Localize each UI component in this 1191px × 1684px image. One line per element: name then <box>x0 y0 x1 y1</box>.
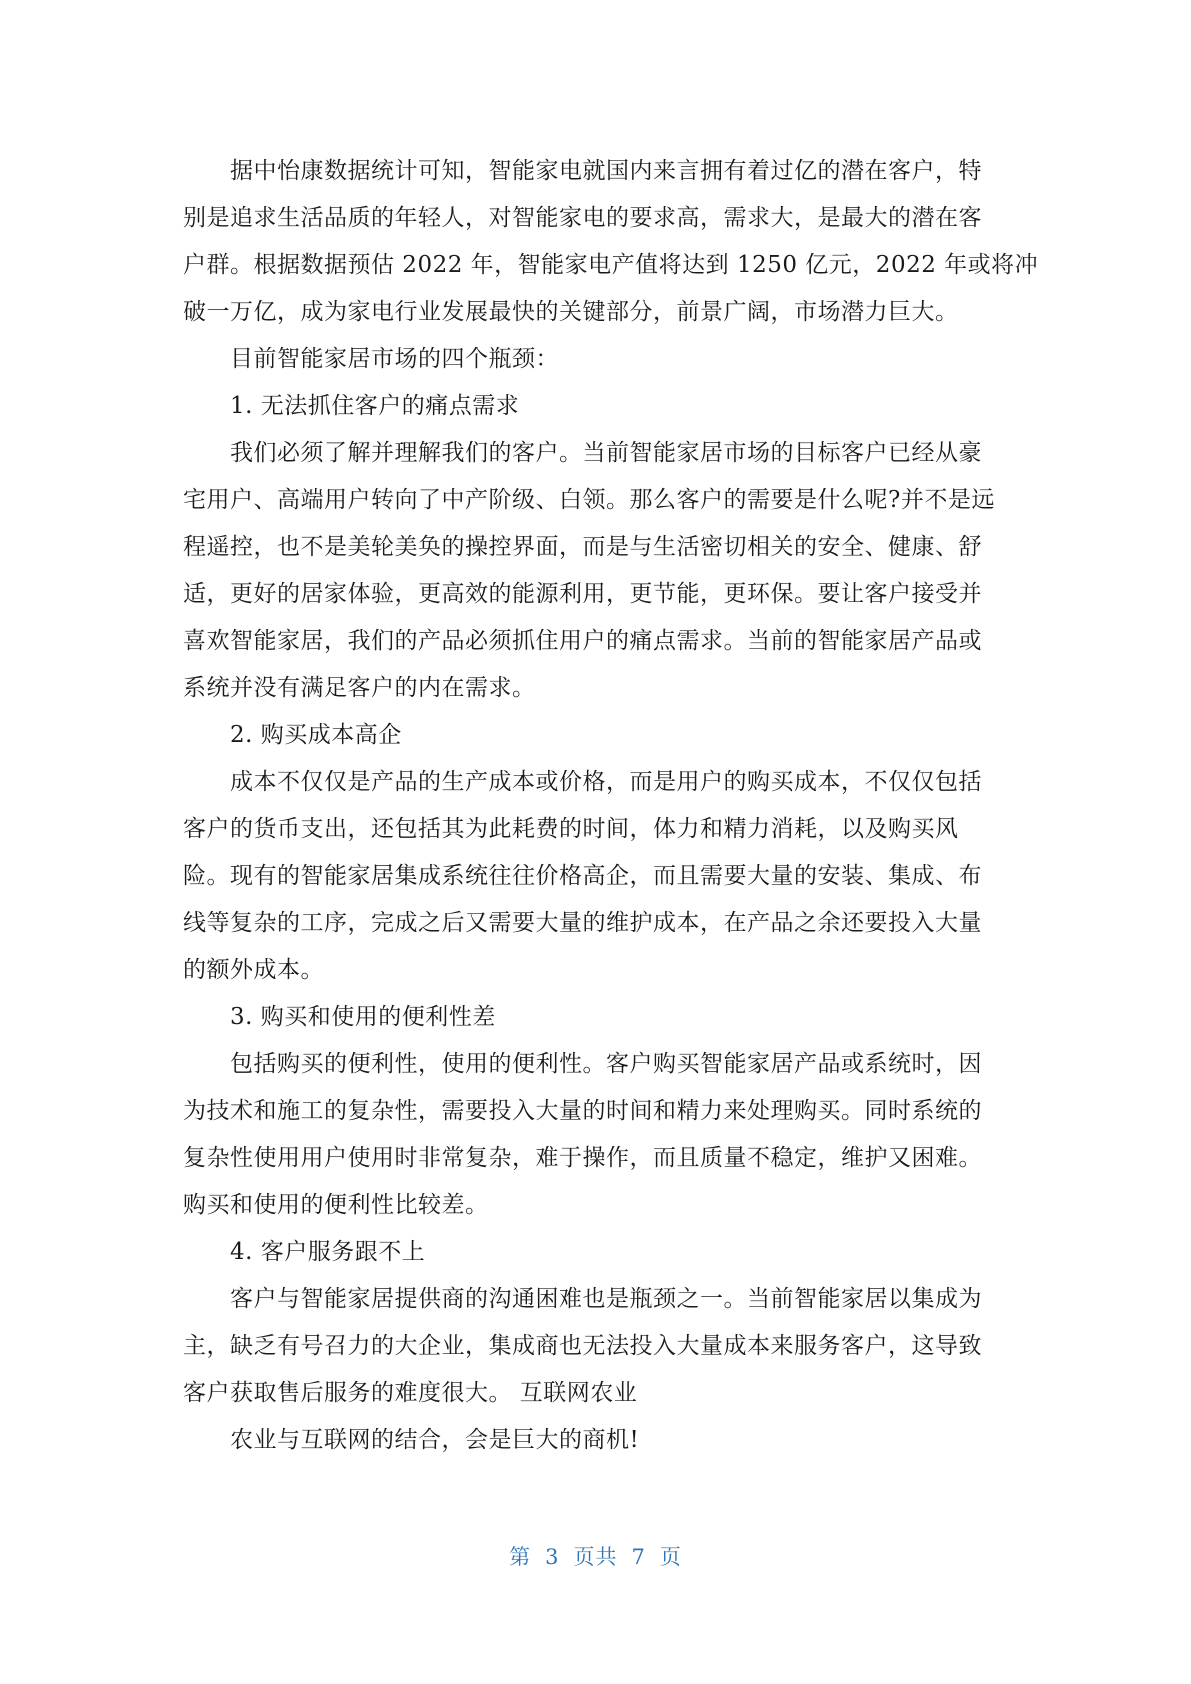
text-line: 客户与智能家居提供商的沟通困难也是瓶颈之一。当前智能家居以集成为 <box>230 1286 982 1312</box>
text-line: 险。现有的智能家居集成系统往往价格高企，而且需要大量的安装、集成、布 <box>183 863 982 889</box>
footer-prefix: 第 <box>509 1545 532 1569</box>
text-line: 系统并没有满足客户的内在需求。 <box>183 675 536 701</box>
text-line: 4. 客户服务跟不上 <box>230 1239 426 1265</box>
text-line: 主，缺乏有号召力的大企业，集成商也无法投入大量成本来服务客户，这导致 <box>183 1333 982 1359</box>
text-line: 包括购买的便利性，使用的便利性。客户购买智能家居产品或系统时，因 <box>230 1051 982 1077</box>
text-line: 宅用户、高端用户转向了中产阶级、白领。那么客户的需要是什么呢?并不是远 <box>183 487 995 513</box>
page-footer <box>0 1543 1191 1571</box>
text-line: 户群。根据数据预估 2022 年，智能家电产值将达到 1250 亿元，2022 年或将冲 <box>183 252 1039 278</box>
footer-middle: 页共 <box>573 1545 618 1569</box>
text-line: 适，更好的居家体验，更高效的能源利用，更节能，更环保。要让客户接受并 <box>183 581 982 607</box>
text-line: 喜欢智能家居，我们的产品必须抓住用户的痛点需求。当前的智能家居产品或 <box>183 628 982 654</box>
text-line: 目前智能家居市场的四个瓶颈： <box>230 346 559 372</box>
footer-suffix: 页 <box>659 1545 682 1569</box>
text-line: 农业与互联网的结合，会是巨大的商机! <box>230 1427 640 1453</box>
text-line: 程遥控，也不是美轮美奂的操控界面，而是与生活密切相关的安全、健康、舒 <box>183 534 982 560</box>
text-line: 客户获取售后服务的难度很大。 互联网农业 <box>183 1380 638 1406</box>
text-line: 1. 无法抓住客户的痛点需求 <box>230 393 520 419</box>
current-page-number: 3 <box>545 1545 560 1569</box>
text-line: 别是追求生活品质的年轻人，对智能家电的要求高，需求大，是最大的潜在客 <box>183 205 982 231</box>
text-line: 为技术和施工的复杂性，需要投入大量的时间和精力来处理购买。同时系统的 <box>183 1098 982 1124</box>
text-line: 线等复杂的工序，完成之后又需要大量的维护成本，在产品之余还要投入大量 <box>183 910 982 936</box>
text-line: 破一万亿，成为家电行业发展最快的关键部分，前景广阔，市场潜力巨大。 <box>183 299 959 325</box>
text-line: 2. 购买成本高企 <box>230 722 402 748</box>
text-line: 3. 购买和使用的便利性差 <box>230 1004 496 1030</box>
text-line: 成本不仅仅是产品的生产成本或价格，而是用户的购买成本，不仅仅包括 <box>230 769 982 795</box>
text-line: 我们必须了解并理解我们的客户。当前智能家居市场的目标客户已经从豪 <box>230 440 982 466</box>
document-body <box>183 148 1039 1464</box>
text-line: 的额外成本。 <box>183 957 324 983</box>
text-line: 复杂性使用用户使用时非常复杂，难于操作，而且质量不稳定，维护又困难。 <box>183 1145 982 1171</box>
text-line: 客户的货币支出，还包括其为此耗费的时间，体力和精力消耗，以及购买风 <box>183 816 959 842</box>
text-line: 据中怡康数据统计可知，智能家电就国内来言拥有着过亿的潜在客户，特 <box>230 158 982 184</box>
total-pages-number: 7 <box>631 1545 646 1569</box>
text-line: 购买和使用的便利性比较差。 <box>183 1192 489 1218</box>
